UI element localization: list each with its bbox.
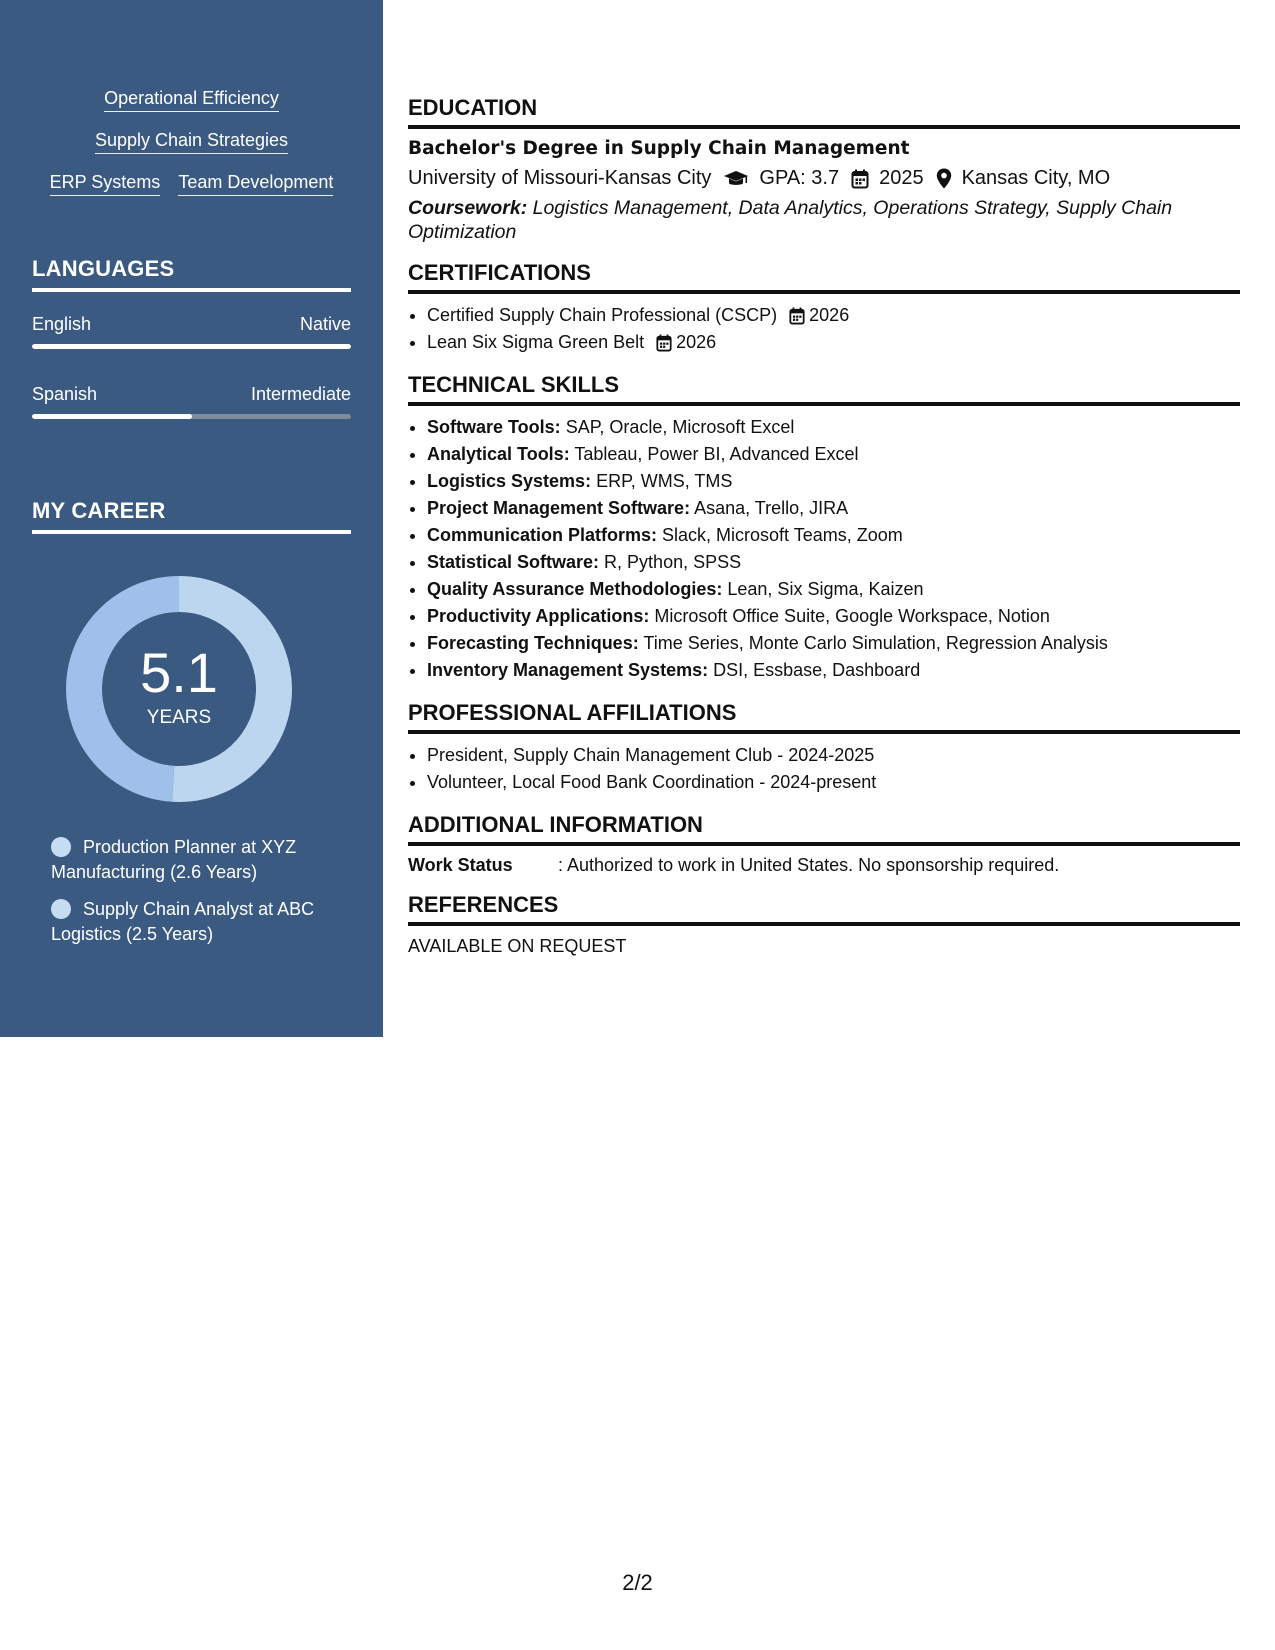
main-content [408, 95, 1240, 957]
language-bar-fill [32, 414, 192, 419]
skill-value: R, Python, SPSS [599, 552, 742, 572]
certification-name: • Lean Six Sigma Green Belt [427, 332, 645, 352]
gpa: GPA: 3.7 [759, 167, 840, 189]
map-pin-icon [936, 168, 952, 189]
bullet-dot-icon [51, 899, 71, 919]
page-number: 2/2 [622, 1570, 653, 1595]
list-item [427, 603, 1240, 630]
career-donut-chart [66, 576, 292, 802]
work-status-label: Work Status [408, 855, 513, 875]
list-item [427, 576, 1240, 603]
tag-erp-systems[interactable]: ERP Systems [50, 172, 161, 196]
list-item: • President, Supply Chain Management Club - 2024-2025 [427, 742, 1240, 769]
list-item [427, 630, 1240, 657]
skill-value: Tableau, Power BI, Advanced Excel [569, 444, 859, 464]
coursework [408, 196, 1240, 244]
skill-label: Inventory Management Systems: [427, 660, 709, 680]
references-heading: REFERENCES [408, 892, 1240, 926]
education-location: Kansas City, MO [961, 167, 1111, 189]
skill-value: DSI, Essbase, Dashboard [708, 660, 921, 680]
skill-label: Forecasting Techniques: [427, 633, 639, 653]
skill-label: Quality Assurance Methodologies: [427, 579, 723, 599]
sidebar [0, 0, 383, 1037]
calendar-icon [789, 307, 805, 325]
career-total-unit: YEARS [146, 707, 212, 728]
skill-label: Communication Platforms: [427, 525, 658, 545]
work-status-value: : Authorized to work in United States. No sponsorship required. [558, 855, 1060, 875]
language-row-spanish [32, 384, 351, 405]
skill-tags [0, 88, 383, 214]
career-total-value: 5.1 [140, 641, 218, 704]
list-item: • Volunteer, Local Food Bank Coordination - 2024-present [427, 769, 1240, 796]
skill-label: Software Tools: [427, 417, 561, 437]
tag-supply-chain-strategies[interactable]: Supply Chain Strategies [95, 130, 288, 154]
tag-operational-efficiency[interactable]: Operational Efficiency [104, 88, 279, 112]
skill-label: Logistics Systems: [427, 471, 592, 491]
education-heading: EDUCATION [408, 95, 1240, 129]
skill-value: SAP, Oracle, Microsoft Excel [560, 417, 795, 437]
languages-heading: LANGUAGES [32, 256, 351, 292]
skill-label: Statistical Software: [427, 552, 600, 572]
calendar-icon [851, 169, 869, 189]
list-item [427, 302, 1240, 329]
language-level: Intermediate [250, 384, 351, 404]
list-item [427, 657, 1240, 684]
skill-label: Project Management Software: [427, 498, 691, 518]
certification-year: 2026 [676, 332, 717, 352]
tag-row [0, 130, 383, 154]
certifications-heading: CERTIFICATIONS [408, 260, 1240, 294]
affiliations-list [408, 742, 1240, 796]
degree-title: Bachelor's Degree in Supply Chain Management [408, 138, 910, 159]
skill-label: Productivity Applications: [427, 606, 650, 626]
language-name: English [32, 314, 92, 334]
references-text: AVAILABLE ON REQUEST [408, 936, 627, 956]
coursework-label: Coursework: [408, 197, 528, 219]
skill-value: Slack, Microsoft Teams, Zoom [657, 525, 903, 545]
certification-name: • Certified Supply Chain Professional (CSCP) [427, 305, 778, 325]
language-bar-english [32, 344, 351, 349]
tag-row [0, 172, 383, 196]
technical-skills-list [408, 414, 1240, 684]
list-item [427, 495, 1240, 522]
language-row-english [32, 314, 351, 335]
certification-year: 2026 [809, 305, 850, 325]
affiliations-heading: PROFESSIONAL AFFILIATIONS [408, 700, 1240, 734]
career-item [51, 835, 341, 885]
language-level: Native [299, 314, 351, 334]
skill-value: Asana, Trello, JIRA [690, 498, 849, 518]
career-total [66, 576, 292, 802]
skill-value: Time Series, Monte Carlo Simulation, Regression Analysis [638, 633, 1108, 653]
list-item [427, 414, 1240, 441]
graduation-year: 2025 [879, 167, 924, 189]
list-item [427, 329, 1240, 356]
language-bar-spanish [32, 414, 351, 419]
coursework-list: Logistics Management, Data Analytics, Operations Strategy, Supply Chain Optimization [408, 197, 1173, 243]
tag-team-development[interactable]: Team Development [178, 172, 333, 196]
graduation-cap-icon [723, 169, 749, 189]
language-name: Spanish [32, 384, 98, 404]
skill-label: Analytical Tools: [427, 444, 570, 464]
list-item [427, 549, 1240, 576]
list-item [427, 468, 1240, 495]
career-item-text: Production Planner at XYZ Manufacturing (2.6 Years) [51, 837, 297, 882]
certifications-list [408, 302, 1240, 356]
university-name: University of Missouri-Kansas City [408, 167, 712, 189]
career-item [51, 897, 341, 947]
language-bar-fill [32, 344, 351, 349]
education-details [408, 167, 1240, 190]
bullet-dot-icon [51, 837, 71, 857]
tag-row [0, 88, 383, 112]
list-item [427, 522, 1240, 549]
career-item-text: Supply Chain Analyst at ABC Logistics (2.5 Years) [51, 899, 315, 944]
list-item [427, 441, 1240, 468]
additional-info-heading: ADDITIONAL INFORMATION [408, 812, 1240, 846]
skill-value: Microsoft Office Suite, Google Workspace, Notion [649, 606, 1050, 626]
work-status-row [408, 855, 1240, 876]
skill-value: ERP, WMS, TMS [591, 471, 733, 491]
technical-skills-heading: TECHNICAL SKILLS [408, 372, 1240, 406]
career-heading: MY CAREER [32, 498, 351, 534]
calendar-icon [656, 334, 672, 352]
skill-value: Lean, Six Sigma, Kaizen [722, 579, 924, 599]
